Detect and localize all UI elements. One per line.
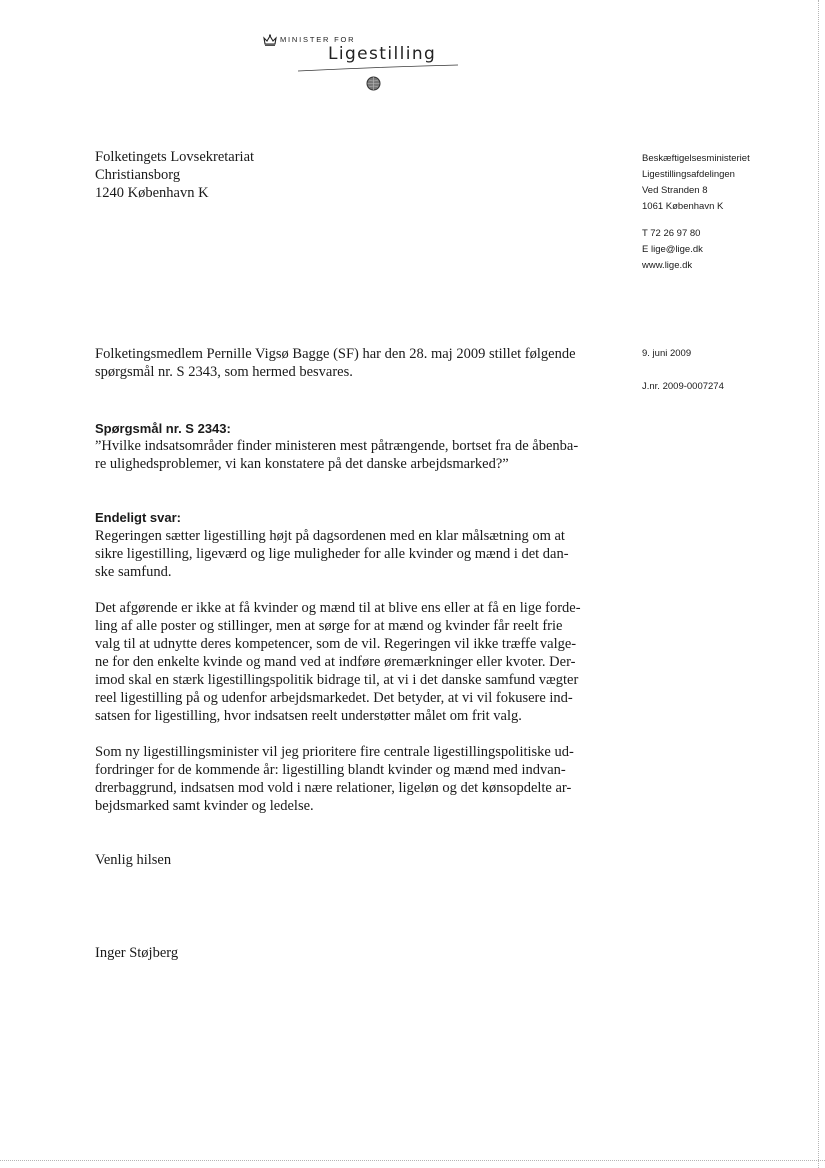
answer-paragraph-3 bbox=[95, 743, 615, 815]
sender-block bbox=[642, 151, 750, 274]
sender-line: Beskæftigelsesministeriet bbox=[642, 153, 750, 164]
answer-paragraph-2 bbox=[95, 599, 615, 725]
answer-line: ske samfund. bbox=[95, 564, 172, 580]
letter-date: 9. juni 2009 bbox=[642, 348, 692, 359]
answer-line: Det afgørende er ikke at få kvinder og mænd til at blive ens eller at få en lige forde- bbox=[95, 600, 581, 616]
logo-swoosh-line bbox=[298, 64, 458, 74]
answer-line: ling af alle poster og stillinger, men at sørge for at mænd og kvinder får reelt frie bbox=[95, 618, 563, 634]
page-edge-bottom bbox=[0, 1160, 825, 1162]
answer-line: fordringer for de kommende år: ligestilling blandt kvinder og mænd med indvan- bbox=[95, 762, 566, 778]
ministry-logo bbox=[258, 30, 468, 100]
answer-heading: Endeligt svar: bbox=[95, 510, 181, 525]
answer-line: imod skal en stærk ligestillingspolitik bidrage til, at vi i det danske samfund vægter bbox=[95, 672, 579, 688]
recipient-address bbox=[95, 148, 254, 202]
signature-name: Inger Støjberg bbox=[95, 945, 179, 961]
answer-line: valg til at udnytte deres kompetencer, som de vil. Regeringen vil ikke træffe valge- bbox=[95, 636, 577, 652]
sender-line: 1061 København K bbox=[642, 201, 724, 212]
logo-wordmark: Ligestilling bbox=[328, 44, 437, 64]
answer-line: sikre ligestilling, ligeværd og lige muligheder for alle kvinder og mænd i det dan- bbox=[95, 546, 569, 562]
answer-line: Regeringen sætter ligestilling højt på dagsordenen med en klar målsætning om at bbox=[95, 528, 565, 544]
recipient-line: Folketingets Lovsekretariat bbox=[95, 149, 255, 165]
website: www.lige.dk bbox=[642, 260, 693, 271]
sender-contact bbox=[642, 226, 750, 274]
answer-line: drerbaggrund, indsatsen mod vold i nære relationer, ligeløn og det kønsopdelte ar- bbox=[95, 780, 572, 796]
globe-icon bbox=[366, 76, 381, 91]
answer-line: ne for den enkelte kvinde og mand ved at indføre øremærkninger eller kvoter. Der- bbox=[95, 654, 576, 670]
answer-line: Som ny ligestillingsminister vil jeg prioritere fire centrale ligestillingspolitiske ud- bbox=[95, 744, 574, 760]
intro-paragraph: Folketingsmedlem Pernille Vigsø Bagge (SF) har den 28. maj 2009 stillet følgende spørgsmål nr. S 2343, som hermed besvares. bbox=[95, 346, 576, 380]
phone-number: T 72 26 97 80 bbox=[642, 228, 701, 239]
email-address: E lige@lige.dk bbox=[642, 244, 703, 255]
sender-line: Ligestillingsafdelingen bbox=[642, 169, 735, 180]
question-line: ”Hvilke indsatsområder finder ministeren mest påtrængende, bortset fra de åbenba- bbox=[95, 438, 579, 454]
question-heading: Spørgsmål nr. S 2343: bbox=[95, 421, 231, 436]
answer-line: satsen for ligestilling, hvor indsatsen reelt understøtter målet om frit valg. bbox=[95, 708, 522, 724]
closing-greeting: Venlig hilsen bbox=[95, 852, 172, 868]
answer-paragraph-1 bbox=[95, 527, 615, 581]
sender-line: Ved Stranden 8 bbox=[642, 185, 708, 196]
answer-line: bejdsmarked samt kvinder og ledelse. bbox=[95, 798, 314, 814]
page-edge-right bbox=[818, 0, 820, 1168]
question-text bbox=[95, 437, 615, 473]
crown-icon bbox=[263, 34, 277, 46]
question-line: re ulighedsproblemer, vi kan konstatere på det danske arbejdsmarked?” bbox=[95, 456, 509, 472]
recipient-line: Christiansborg bbox=[95, 167, 181, 183]
logo-top-text: MINISTER FOR bbox=[280, 35, 356, 44]
journal-number: J.nr. 2009-0007274 bbox=[642, 381, 724, 392]
answer-line: reel ligestilling på og udenfor arbejdsmarkedet. Det betyder, at vi vil fokusere ind- bbox=[95, 690, 573, 706]
recipient-line: 1240 København K bbox=[95, 185, 209, 201]
